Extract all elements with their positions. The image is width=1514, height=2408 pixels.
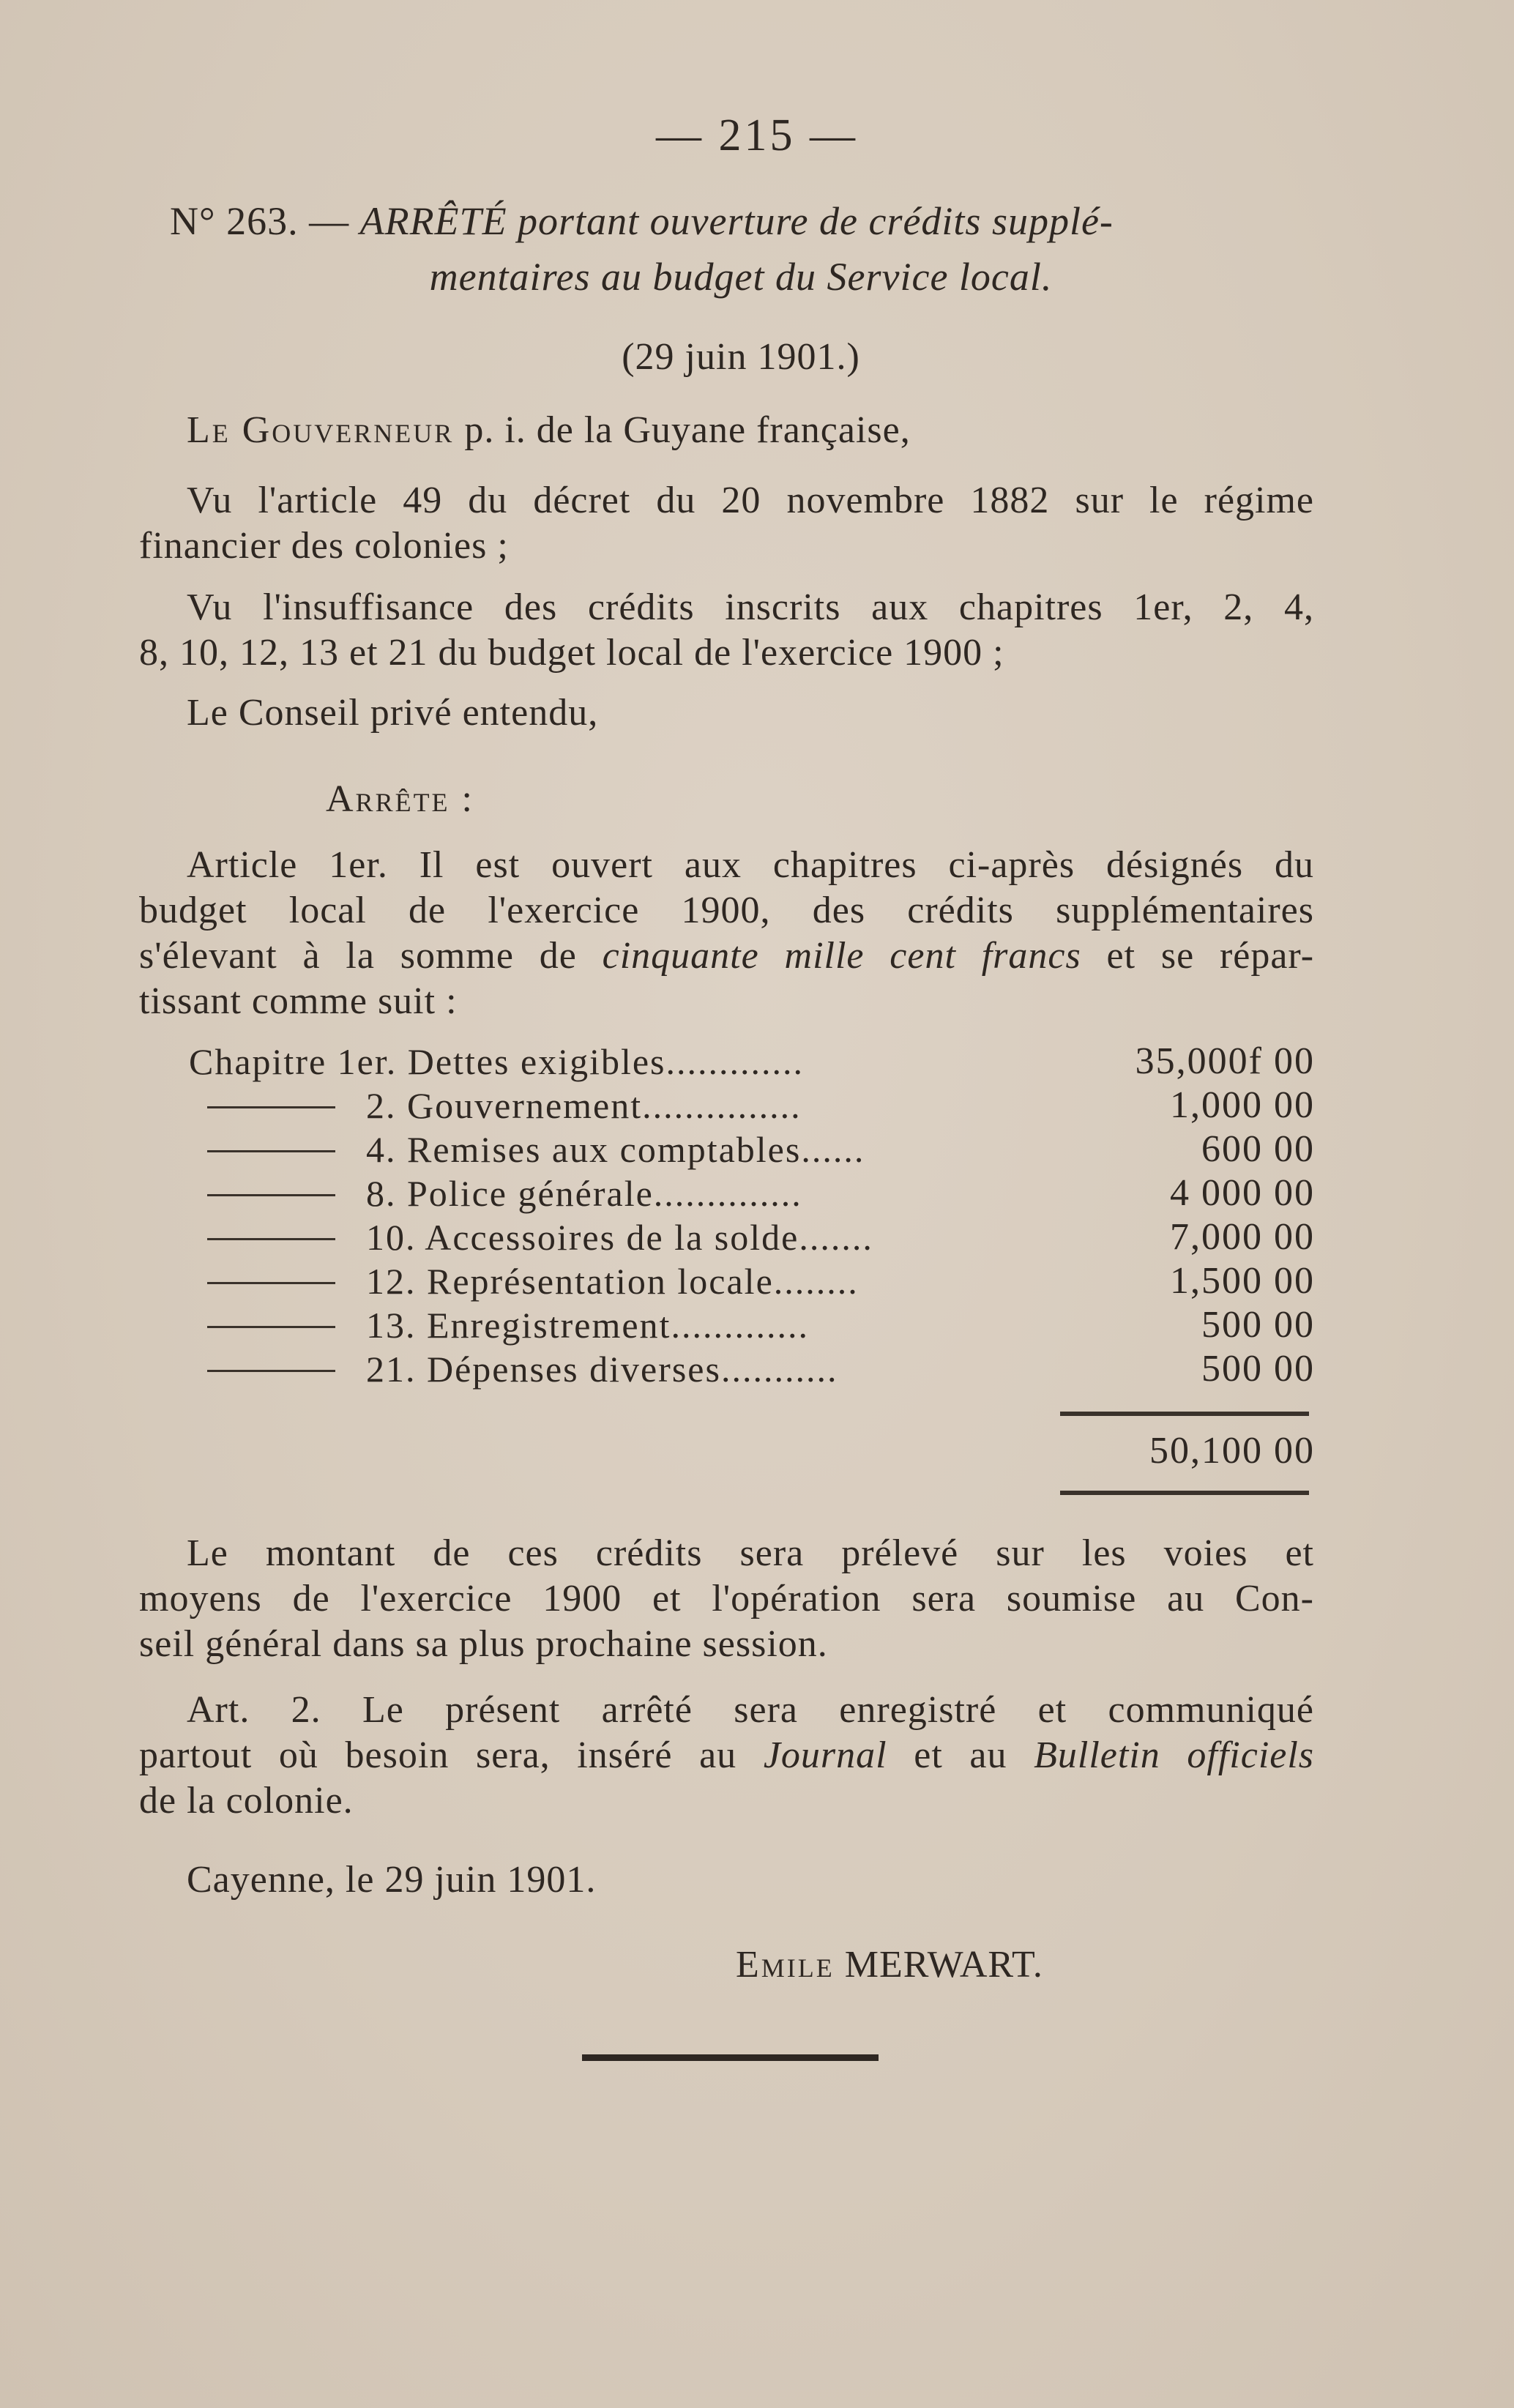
table-row-label: 12. Représentation locale........ xyxy=(366,1261,859,1302)
article1-line-1: Article 1er. Il est ouvert aux chapitres ci-après désignés du xyxy=(187,844,1314,886)
journal-word: Journal xyxy=(763,1734,887,1776)
end-rule xyxy=(582,2054,879,2061)
ditto-dash xyxy=(207,1326,335,1328)
article1-line-3 xyxy=(139,933,1314,980)
table-row-label: Chapitre 1er. Dettes exigibles............. xyxy=(189,1041,805,1082)
signature xyxy=(736,1942,1321,1988)
closing-p2-line-2 xyxy=(139,1732,1314,1779)
table-row-label: 2. Gouvernement............... xyxy=(366,1085,802,1126)
table-row-label: 10. Accessoires de la solde....... xyxy=(366,1217,873,1258)
total-rule-bottom xyxy=(1060,1491,1309,1495)
governor-title: Le Gouverneur xyxy=(187,409,455,451)
closing-p2-line-3: de la colonie. xyxy=(139,1780,354,1822)
decree-number: N° 263. — xyxy=(170,199,350,243)
governor-line xyxy=(187,407,1329,454)
ditto-dash xyxy=(207,1194,335,1196)
closing-p2-line-1: Art. 2. Le présent arrêté sera enregistré et communiqué xyxy=(187,1689,1314,1731)
table-row-amount: 500 00 xyxy=(1201,1348,1315,1390)
closing-p2-mid: et au xyxy=(914,1734,1007,1776)
closing-p2-pre: partout où besoin sera, inséré au xyxy=(139,1734,737,1776)
table-row-amount: 500 00 xyxy=(1201,1304,1315,1346)
decree-title-2: mentaires au budget du Service local. xyxy=(429,255,1053,299)
article1-line-4: tissant comme suit : xyxy=(139,980,458,1022)
vu2-line-2: 8, 10, 12, 13 et 21 du budget local de l'exercice 1900 ; xyxy=(139,632,1004,674)
place-date: Cayenne, le 29 juin 1901. xyxy=(187,1859,597,1901)
vu2-line-1: Vu l'insuffisance des crédits inscrits aux chapitres 1er, 2, 4, xyxy=(187,586,1314,628)
conseil-line: Le Conseil privé entendu, xyxy=(187,692,599,734)
article1-line-2: budget local de l'exercice 1900, des crédits supplémentaires xyxy=(139,890,1314,931)
ditto-dash xyxy=(207,1370,335,1372)
table-row-label: 21. Dépenses diverses........... xyxy=(366,1349,838,1390)
decree-title-1: ARRÊTÉ portant ouverture de crédits supplé- xyxy=(359,199,1114,243)
signature-first-name: Emile xyxy=(736,1944,835,1986)
heading-line-1 xyxy=(170,198,1312,245)
decree-date: (29 juin 1901.) xyxy=(622,336,860,378)
vu1-line-1: Vu l'article 49 du décret du 20 novembre 1882 sur le régime xyxy=(187,480,1314,521)
bulletin-words: Bulletin officiels xyxy=(1034,1734,1315,1776)
closing-p1-line-3: seil général dans sa plus prochaine session. xyxy=(139,1623,828,1665)
governor-rest: p. i. de la Guyane française, xyxy=(464,409,911,451)
ditto-dash xyxy=(207,1238,335,1240)
table-row-amount: 4 000 00 xyxy=(1170,1172,1315,1214)
vu1-line-2: financier des colonies ; xyxy=(139,525,509,567)
table-row-label: 4. Remises aux comptables...... xyxy=(366,1129,865,1170)
page-number: — 215 — xyxy=(656,111,858,160)
table-row-amount: 35,000f 00 xyxy=(1135,1040,1315,1082)
total-rule-top xyxy=(1060,1412,1309,1416)
signature-last-name: MERWART. xyxy=(844,1944,1043,1986)
table-row-label: 13. Enregistrement............. xyxy=(366,1305,809,1346)
article1-line-3-post: et se répar- xyxy=(1106,935,1315,977)
closing-p1-line-1: Le montant de ces crédits sera prélevé sur les voies et xyxy=(187,1532,1314,1574)
ditto-dash xyxy=(207,1106,335,1108)
table-row-amount: 1,000 00 xyxy=(1170,1084,1315,1126)
arrete-label: Arrête : xyxy=(326,778,474,820)
closing-p1-line-2: moyens de l'exercice 1900 et l'opération sera soumise au Con- xyxy=(139,1578,1314,1619)
ditto-dash xyxy=(207,1150,335,1152)
table-row-amount: 1,500 00 xyxy=(1170,1260,1315,1302)
amount-in-words: cinquante mille cent francs xyxy=(602,935,1081,977)
table-row-amount: 600 00 xyxy=(1201,1128,1315,1170)
table-row-label: 8. Police générale.............. xyxy=(366,1173,802,1214)
ditto-dash xyxy=(207,1282,335,1284)
table-row-amount: 7,000 00 xyxy=(1170,1216,1315,1258)
article1-line-3-pre: s'élevant à la somme de xyxy=(139,935,577,977)
table-total: 50,100 00 xyxy=(1149,1430,1315,1472)
